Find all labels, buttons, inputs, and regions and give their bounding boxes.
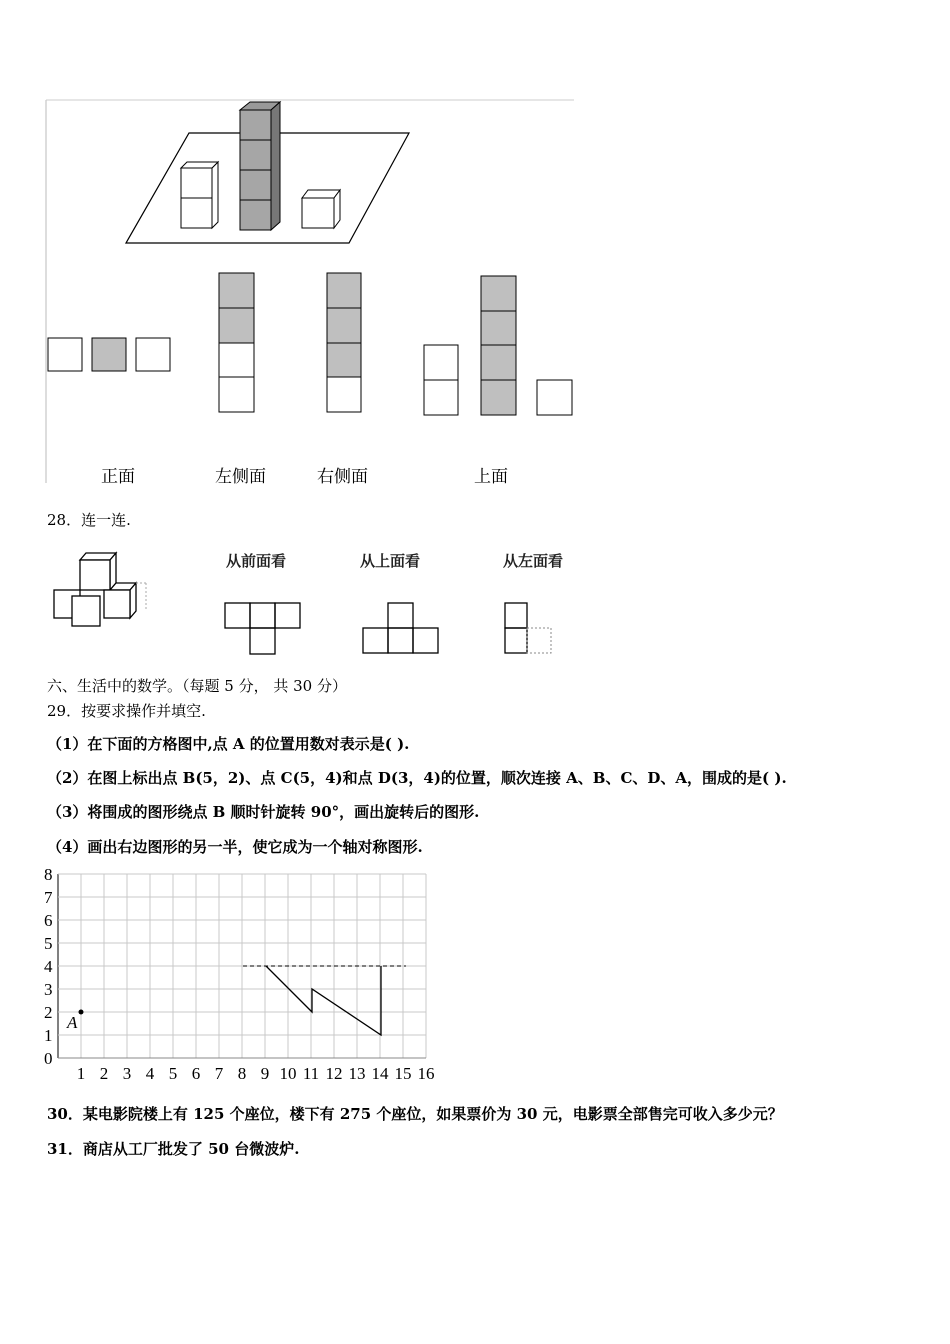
view-label-top: 上面 — [474, 467, 508, 487]
view-label-left-side: 左侧面 — [215, 467, 266, 487]
right-side-view — [327, 273, 361, 412]
half-figure — [266, 966, 381, 1035]
top-view — [424, 276, 572, 415]
y-axis-tick-label: 2 — [44, 1003, 53, 1022]
point-a-label: A — [67, 1013, 78, 1032]
x-axis-tick-label: 11 — [302, 1064, 320, 1083]
y-axis-tick-label: 5 — [44, 934, 53, 953]
middle-cube-stack — [240, 102, 280, 230]
point-a — [79, 1010, 84, 1015]
y-axis-tick-label: 1 — [44, 1026, 53, 1045]
q30-text: 30．某电影院楼上有 125 个座位，楼下有 275 个座位，如果票价为 30 元，电影票全部售完可收入多少元？ — [47, 1105, 783, 1123]
cube-views-figure — [44, 98, 576, 488]
x-axis-tick-label: 12 — [325, 1064, 343, 1083]
section6-heading: 六、生活中的数学。（每题 5 分， 共 30 分） — [47, 677, 347, 695]
q28-view-left-shape — [502, 600, 558, 658]
q31-text: 31．商店从工厂批发了 50 台微波炉. — [47, 1140, 300, 1158]
x-axis-tick-label: 8 — [237, 1064, 247, 1083]
y-axis-tick-label: 0 — [44, 1049, 53, 1068]
x-axis-tick-label: 5 — [168, 1064, 178, 1083]
q28-label-left: 从左面看 — [503, 552, 564, 570]
x-axis-tick-label: 16 — [417, 1064, 435, 1083]
y-axis-tick-label: 4 — [44, 957, 53, 976]
x-axis-tick-label: 3 — [122, 1064, 132, 1083]
q28-view-front-shape — [222, 600, 304, 658]
x-axis-tick-label: 2 — [99, 1064, 109, 1083]
left-side-view — [219, 273, 254, 412]
x-axis-tick-label: 14 — [371, 1064, 389, 1083]
y-axis-tick-label: 7 — [44, 888, 53, 907]
front-view — [48, 338, 170, 371]
view-label-front: 正面 — [101, 467, 135, 487]
x-axis-tick-label: 13 — [348, 1064, 366, 1083]
y-axis-tick-label: 8 — [44, 865, 53, 884]
coordinate-grid — [40, 862, 450, 1084]
x-axis-tick-label: 7 — [214, 1064, 224, 1083]
cube-views-drawing — [44, 98, 576, 488]
y-axis-tick-label: 6 — [44, 911, 53, 930]
q29-item-1: （1）在下面的方格图中,点 A 的位置用数对表示是( ). — [47, 735, 410, 753]
left-cube-stack — [181, 162, 218, 228]
q28-solid-drawing — [50, 548, 150, 632]
coordinate-grid-drawing — [40, 862, 450, 1084]
q28-label-front: 从前面看 — [226, 552, 287, 570]
x-axis-tick-label: 15 — [394, 1064, 412, 1083]
y-axis-tick-label: 3 — [44, 980, 53, 999]
q28-view-top-shape — [360, 600, 442, 658]
q29-item-2: （2）在图上标出点 B(5，2)、点 C(5，4)和点 D(3，4)的位置，顺次连接 A、B、C、D、A，围成的是( ). — [47, 769, 787, 787]
q29-title: 29．按要求操作并填空. — [47, 702, 206, 720]
q29-item-3: （3）将围成的图形绕点 B 顺时针旋转 90°，画出旋转后的图形. — [47, 803, 480, 821]
q28-solid — [50, 548, 150, 632]
view-label-right-side: 右侧面 — [317, 467, 368, 487]
x-axis-tick-label: 4 — [145, 1064, 155, 1083]
x-axis-tick-label: 9 — [260, 1064, 270, 1083]
x-axis-tick-label: 1 — [76, 1064, 86, 1083]
q29-item-4: （4）画出右边图形的另一半，使它成为一个轴对称图形. — [47, 838, 423, 856]
right-cube — [302, 190, 340, 228]
q28-title: 28．连一连. — [47, 511, 131, 529]
q28-label-top: 从上面看 — [360, 552, 421, 570]
x-axis-tick-label: 6 — [191, 1064, 201, 1083]
x-axis-tick-label: 10 — [279, 1064, 297, 1083]
